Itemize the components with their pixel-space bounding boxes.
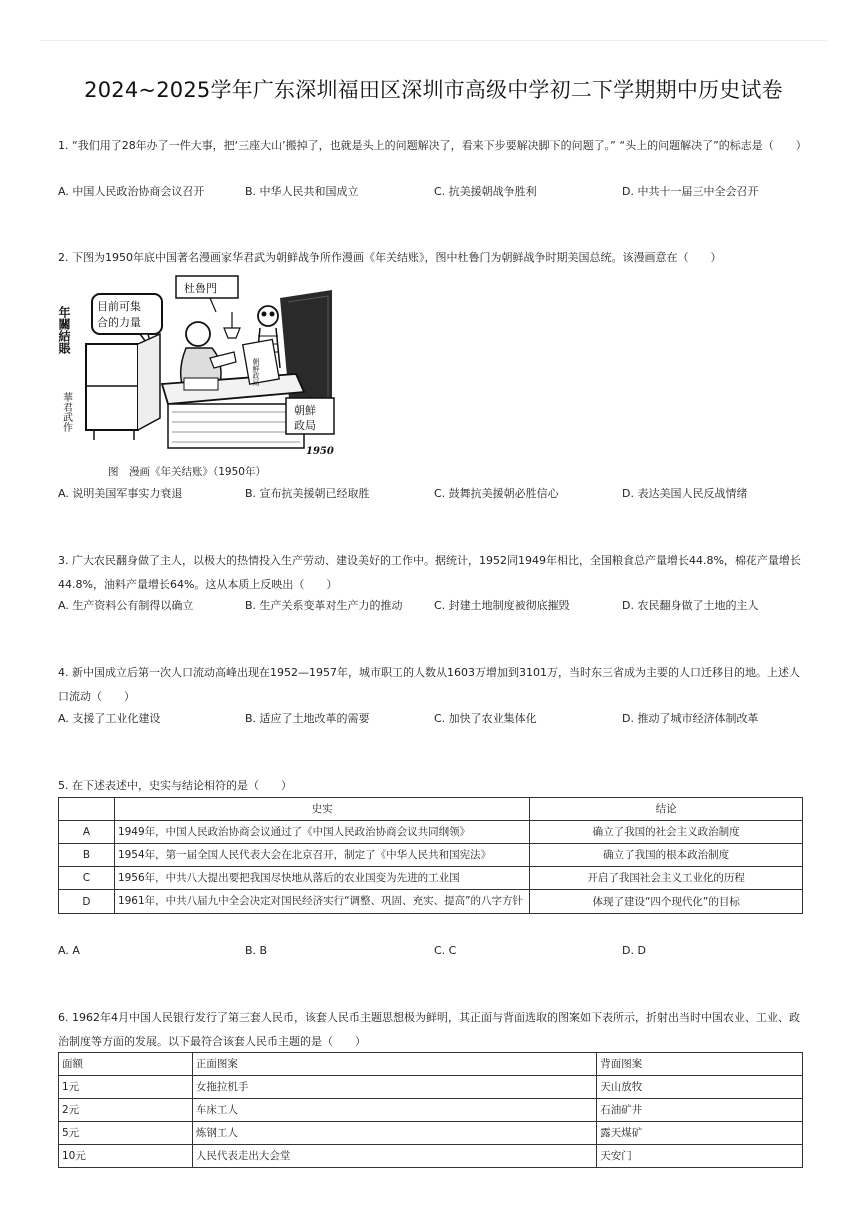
table-row — [59, 1145, 803, 1168]
table-row — [59, 844, 803, 867]
option-c[interactable]: C. 封建土地制度被彻底摧毁 — [434, 599, 570, 612]
cartoon-title: 年關結賬 — [57, 306, 71, 354]
option-d[interactable]: D. D — [622, 944, 646, 957]
table-header-cell — [59, 798, 115, 821]
table-cell: 5元 — [59, 1122, 193, 1145]
option-d[interactable]: D. 中共十一届三中全会召开 — [622, 185, 759, 198]
table-cell: 1949年，中国人民政治协商会议通过了《中国人民政治协商会议共同纲领》 — [114, 821, 529, 844]
table-header-cell: 面额 — [59, 1053, 193, 1076]
paper-1-text: 朝鮮政局 — [252, 358, 260, 386]
question-1-options — [58, 182, 804, 202]
option-d[interactable]: D. 表达美国人民反战情绪 — [622, 487, 748, 500]
cartoon-author: 華君武作 — [60, 392, 72, 432]
sign-text: 杜魯門 — [184, 282, 217, 295]
table-cell: 1956年，中共八大提出要把我国尽快地从落后的农业国变为先进的工业国 — [114, 867, 529, 890]
option-c[interactable]: C. C — [434, 944, 457, 957]
header-divider — [40, 40, 827, 41]
table-cell: A — [59, 821, 115, 844]
question-2-options — [58, 484, 804, 504]
question-5-options — [58, 941, 804, 961]
table-header-cell: 史实 — [114, 798, 529, 821]
paper-2-text-line2: 政局 — [294, 419, 316, 432]
bubble-text-line2: 合的力量 — [97, 316, 141, 329]
option-c[interactable]: C. 抗美援朝战争胜利 — [434, 185, 537, 198]
option-a[interactable]: A. A — [58, 944, 80, 957]
table-row — [59, 821, 803, 844]
question-2: 2. 下图为1950年底中国著名漫画家华君武为朝鲜战争所作漫画《年关结账》，图中杜鲁门为朝鲜战争时期美国总统。该漫画意在（ ） — [58, 251, 722, 264]
question-4: 4. 新中国成立后第一次人口流动高峰出现在1952—1957年，城市职工的人数从1603万增加到3101万，当时东三省成为主要的人口迁移目的地。上述人口流动（ ） — [58, 666, 800, 703]
table-cell: 1954年，第一届全国人民代表大会在北京召开，制定了《中华人民共和国宪法》 — [114, 844, 529, 867]
table-row — [59, 1122, 803, 1145]
option-b[interactable]: B. 宣布抗美援朝已经取胜 — [245, 487, 370, 500]
table-cell: 天安门 — [597, 1145, 803, 1168]
option-c[interactable]: C. 加快了农业集体化 — [434, 712, 537, 725]
cartoon-image — [57, 272, 336, 460]
option-b[interactable]: B. 生产关系变革对生产力的推动 — [245, 599, 403, 612]
question-1: 1. “我们用了28年办了一件大事，把‘三座大山’搬掉了，也就是头上的问题解决了，看来下步要解决脚下的问题了。” “头上的问题解决了”的标志是（ ） — [58, 139, 807, 152]
question-3: 3. 广大农民翻身做了主人，以极大的热情投入生产劳动、建设美好的工作中。据统计，1952同1949年相比，全国粮食总产量增长44.8%，棉花产量增长44.8%，油料产量增长64%。这从本质上反映出（ ） — [58, 554, 801, 591]
table-cell: 1961年，中共八届九中全会决定对国民经济实行“调整、巩固、充实、提高”的八字方针 — [114, 890, 529, 914]
option-b[interactable]: B. 适应了土地改革的需要 — [245, 712, 370, 725]
question-5-table — [58, 797, 803, 914]
table-cell: 1元 — [59, 1076, 193, 1099]
table-cell: 10元 — [59, 1145, 193, 1168]
table-cell: B — [59, 844, 115, 867]
question-6: 6. 1962年4月中国人民银行发行了第三套人民币，该套人民币主题思想极为鲜明，其正面与背面选取的图案如下表所示，折射出当时中国农业、工业、政治制度等方面的发展。以下最符合该套人民币主题的是（ ） — [58, 1011, 800, 1048]
cartoon-caption: 图 漫画《年关结账》（1950年） — [108, 466, 266, 478]
option-c[interactable]: C. 鼓舞抗美援朝必胜信心 — [434, 487, 559, 500]
table-cell: 露天煤矿 — [597, 1122, 803, 1145]
table-cell: D — [59, 890, 115, 914]
question-3-options — [58, 596, 804, 616]
table-header-row — [59, 1053, 803, 1076]
table-cell: 确立了我国的社会主义政治制度 — [530, 821, 803, 844]
question-6-table — [58, 1052, 803, 1168]
table-row — [59, 890, 803, 914]
option-a[interactable]: A. 中国人民政治协商会议召开 — [58, 185, 205, 198]
table-cell: 开启了我国社会主义工业化的历程 — [530, 867, 803, 890]
cartoon-year: 1950 — [306, 446, 334, 457]
option-a[interactable]: A. 支援了工业化建设 — [58, 712, 161, 725]
table-cell: 石油矿井 — [597, 1099, 803, 1122]
table-cell: C — [59, 867, 115, 890]
option-b[interactable]: B. B — [245, 944, 268, 957]
table-cell: 炼钢工人 — [192, 1122, 596, 1145]
table-header-cell: 正面图案 — [192, 1053, 596, 1076]
question-4-options — [58, 709, 804, 729]
table-cell: 天山放牧 — [597, 1076, 803, 1099]
table-header-cell: 背面图案 — [597, 1053, 803, 1076]
option-a[interactable]: A. 说明美国军事实力衰退 — [58, 487, 183, 500]
table-header-cell: 结论 — [530, 798, 803, 821]
cabinet — [86, 344, 138, 430]
table-row — [59, 1099, 803, 1122]
option-a[interactable]: A. 生产资料公有制得以确立 — [58, 599, 194, 612]
paper-1 — [243, 340, 279, 385]
table-cell: 体现了建设“四个现代化”的目标 — [530, 890, 803, 914]
table-cell: 人民代表走出大会堂 — [192, 1145, 596, 1168]
table-cell: 确立了我国的根本政治制度 — [530, 844, 803, 867]
option-d[interactable]: D. 推动了城市经济体制改革 — [622, 712, 759, 725]
option-d[interactable]: D. 农民翻身做了土地的主人 — [622, 599, 759, 612]
bubble-text-line1: 目前可集 — [97, 300, 141, 313]
table-header-row — [59, 798, 803, 821]
option-b[interactable]: B. 中华人民共和国成立 — [245, 185, 359, 198]
table-cell: 车床工人 — [192, 1099, 596, 1122]
paper-2-text-line1: 朝鮮 — [294, 404, 316, 417]
page-title: 2024~2025学年广东深圳福田区深圳市高级中学初二下学期期中历史试卷 — [84, 78, 783, 102]
table-cell: 2元 — [59, 1099, 193, 1122]
table-row — [59, 1076, 803, 1099]
table-row — [59, 867, 803, 890]
table-cell: 女拖拉机手 — [192, 1076, 596, 1099]
question-5: 5. 在下述表述中，史实与结论相符的是（ ） — [58, 779, 292, 792]
